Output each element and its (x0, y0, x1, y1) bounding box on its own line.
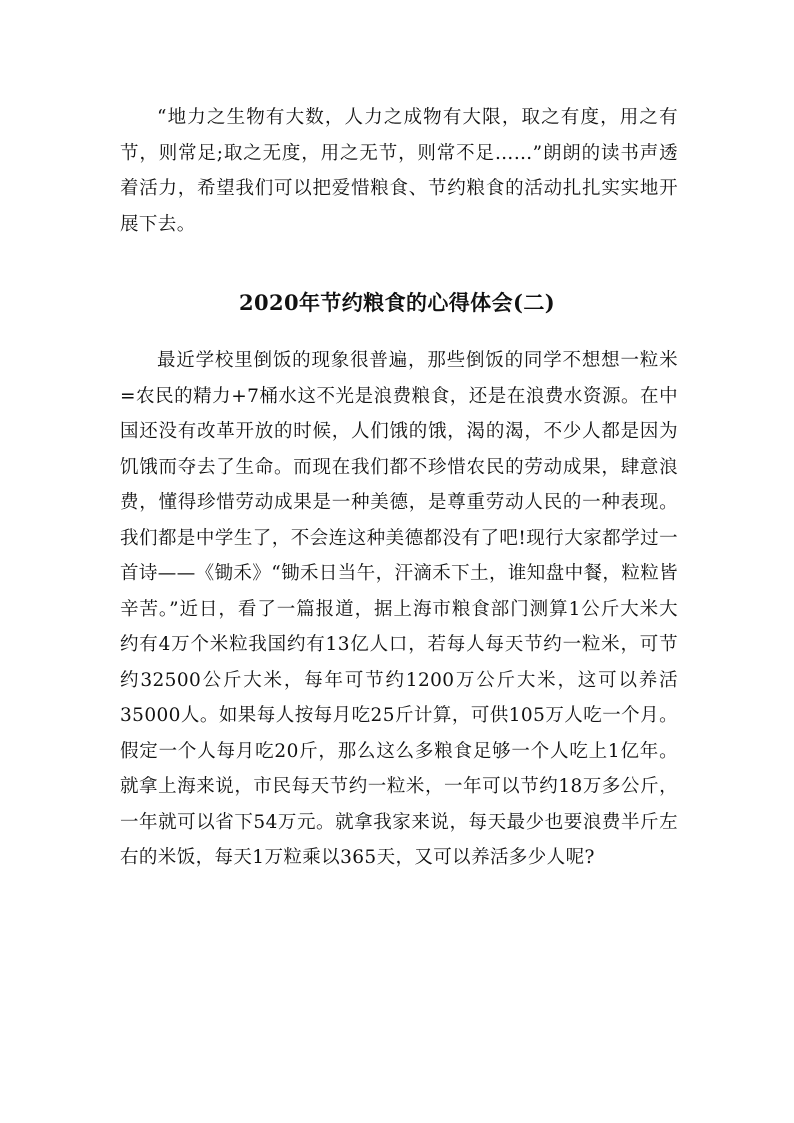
section-heading: 2020年节约粮食的心得体会(二) (238, 290, 556, 315)
body-paragraph: 最近学校里倒饭的现象很普遍，那些倒饭的同学不想想一粒米=农民的精力+7桶水这不光是浪费粮食，还是在浪费水资源。在中国还没有改革开放的时候，人们饿的饿，渴的渴，不少人都是因为饥饿而夺去了生命。而现在我们都不珍惜农民的劳动成果，肆意浪费，懂得珍惜劳动成果是一种美德，是尊重劳动人民的一种表现。我们都是中学生了，不会连这种美德都没有了吧!现行大家都学过一首诗——《锄禾》“锄禾日当午，汗滴禾下土，谁知盘中餐，粒粒皆辛苦。”近日，看了一篇报道，据上海市粮食部门测算1公斤大米大约有4万个米粒我国约有13亿人口，若每人每天节约一粒米，可节约32500公斤大米，每年可节约1200万公斤大米，这可以养活35000人。如果每人按每月吃25斤计算，可供105万人吃一个月。假定一个人每月吃20斤，那么这么多粮食足够一个人吃上1亿年。就拿上海来说，市民每天节约一粒米，一年可以节约18万多公斤，一年就可以省下54万元。就拿我家来说，每天最少也要浪费半斤左右的米饭，每天1万粒乘以365天，又可以养活多少人呢? (120, 350, 678, 868)
intro-paragraph: “地力之生物有大数，人力之成物有大限，取之有度，用之有节，则常足;取之无度，用之无节，则常不足……”朗朗的读书声透着活力，希望我们可以把爱惜粮食、节约粮食的活动扎扎实实地开展下去。 (120, 107, 678, 235)
